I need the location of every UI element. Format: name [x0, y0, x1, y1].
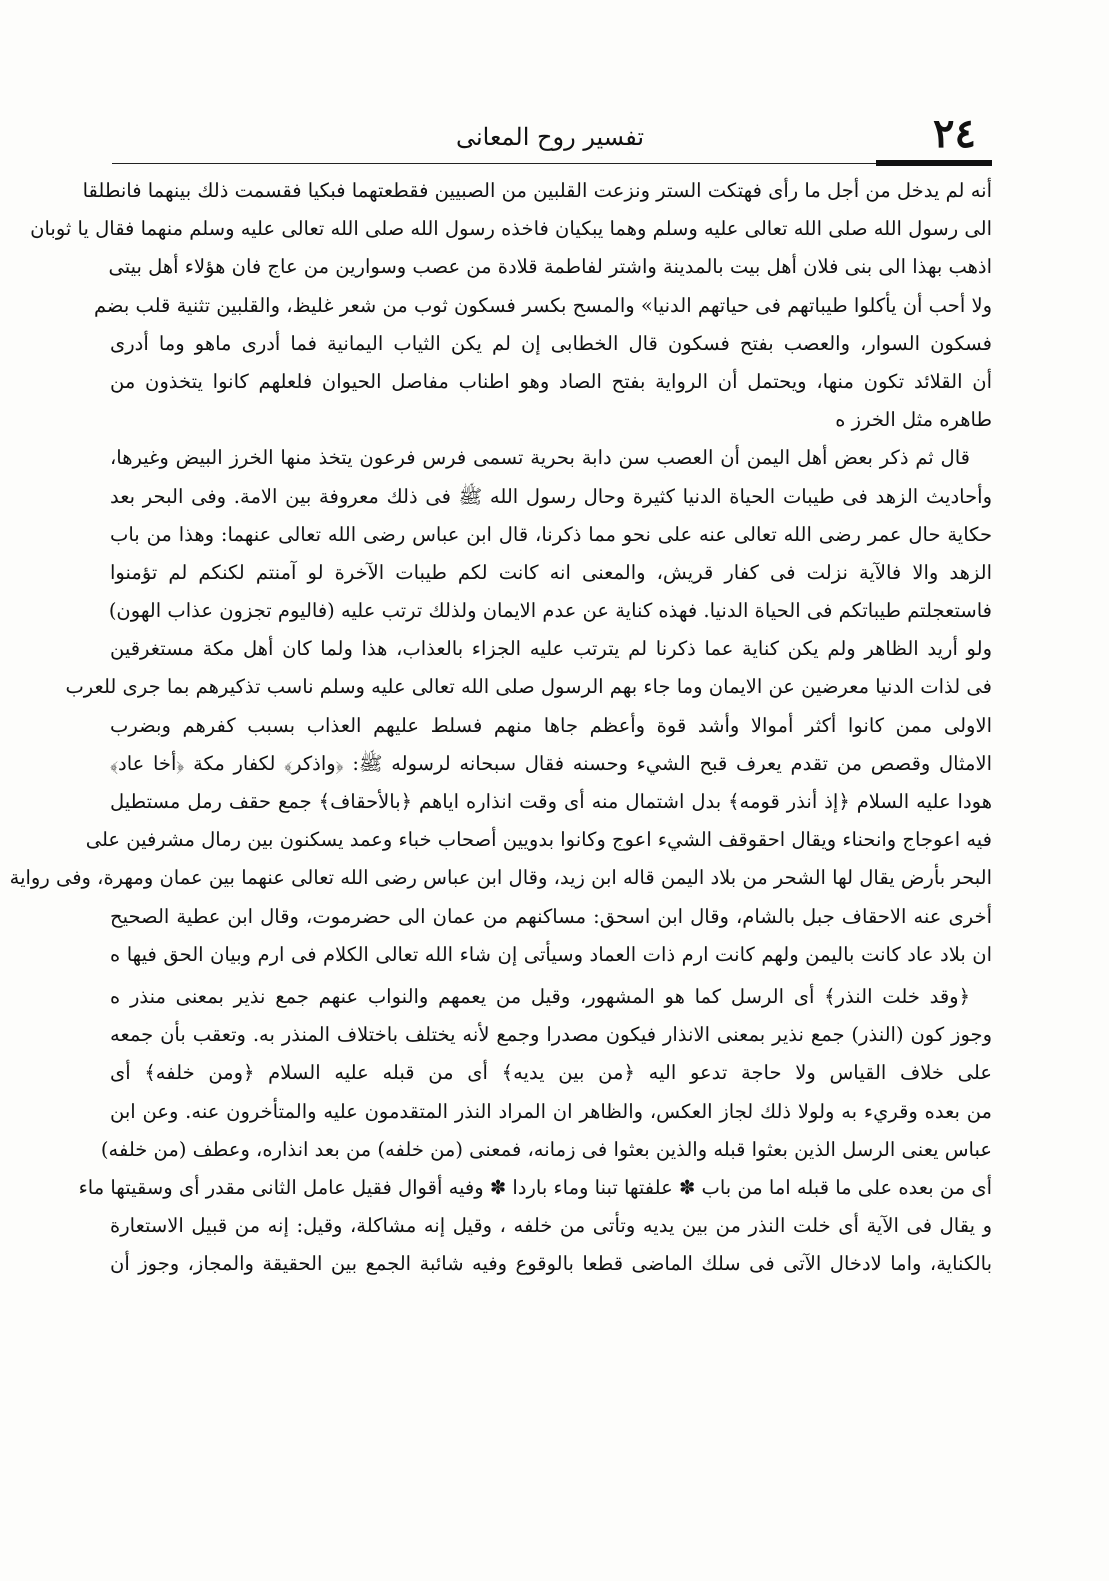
- header-rule-thick: [876, 160, 992, 166]
- text-line: فى لذات الدنيا معرضين عن الايمان وما جاء بهم الرسول صلى الله تعالى عليه وسلم ناسب تذكيرهم بما جرى للعرب: [65, 675, 992, 699]
- text-line: فاستعجلتم طيباتكم فى الحياة الدنيا. فهذه كناية عن عدم الايمان ولذلك ترتب عليه (فاليوم تجزون عذاب الهون): [108, 599, 992, 623]
- text-line: اذهب بهذا الى بنى فلان أهل بيت بالمدينة واشتر لفاطمة قلادة من عصب وسوارين من عاج فان هؤلاء أهل بيتى: [108, 255, 992, 279]
- text-line: فيه اعوجاج وانحناء ويقال احقوقف الشيء اعوج وكانوا بدويين أصحاب خباء وعمد يسكنون بين رمال مشرفين على: [85, 828, 992, 852]
- text-line: ولو أريد الظاهر ولم يكن كناية عما ذكرنا لم يترتب عليه الجزاء بالعذاب، هذا ولما كان أهل مكة مستغرقين: [110, 637, 992, 661]
- page-number: ٢٤: [933, 110, 976, 157]
- text-line: عباس يعنى الرسل الذين بعثوا قبله والذين بعثوا فى زمانه، فمعنى (من خلفه) من بعد انذاره، وعطف (من خلفه): [100, 1137, 992, 1161]
- text-line: أنه لم يدخل من أجل ما رأى فهتكت الستر ونزعت القلبين من الصبيين فقطعتهما فبكيا فقسمت ذلك بينهما فانطلقا: [82, 179, 992, 202]
- text-line: ولا أحب أن يأكلوا طيباتهم فى حياتهم الدنيا» والمسح بكسر فسكون ثوب من شعر غليظ، والقلبين تثنية قلب بضم: [93, 293, 992, 317]
- running-title: تفسير روح المعانى: [455, 123, 645, 151]
- text-line: بالكناية، واما لادخال الآتى فى سلك الماضى قطعا بالوقوع وفيه شائبة الجمع بين الحقيقة والمجاز، وجوز أن: [110, 1252, 992, 1276]
- text-line: ان بلاد عاد كانت باليمن ولهم كانت ارم ذات العماد وسيأتى إن شاء الله تعالى الكلام فى ارم وبيان الحق فيها ه: [110, 942, 992, 966]
- text-line: الامثال وقصص من تقدم يعرف قبح الشيء وحسنه فقال سبحانه لرسوله ﷺ: ﴿واذكر﴾ لكفار مكة ﴿أخا عاد﴾: [110, 751, 992, 775]
- text-line: طاهره مثل الخرز ه: [835, 408, 992, 432]
- text-line: حكاية حال عمر رضى الله تعالى عنه على نحو مما ذكرنا، قال ابن عباس رضى الله تعالى عنهما: وهذا من باب: [110, 522, 992, 546]
- text-line: من بعده وقريء به ولولا ذلك لجاز العكس، والظاهر ان المراد النذر المتقدمون عليه والمتأخرون عنه. وعن ابن: [110, 1099, 992, 1123]
- paragraph-2: [9, 439, 992, 974]
- text-line: ﴿وقد خلت النذر﴾ أى الرسل كما هو المشهور، وقيل من يعمهم والنواب عنهم جمع نذير بمعنى منذر ه: [110, 984, 970, 1008]
- text-line: و يقال فى الآية أى خلت النذر من بين يديه وتأتى من خلفه ، وقيل إنه مشاكلة، وقيل: إنه من قبيل الاستعارة: [110, 1214, 992, 1238]
- text-line: قال ثم ذكر بعض أهل اليمن أن العصب سن دابة بحرية تسمى فرس فرعون يتخذ منها الخرز البيض وغيرها،: [110, 446, 970, 470]
- text-line: وجوز كون (النذر) جمع نذير بمعنى الانذار فيكون مصدرا وجمع لأنه يختلف باختلاف المنذر به. وتعقب بأن جمعه: [110, 1023, 992, 1047]
- text-line: وأحاديث الزهد فى طيبات الحياة الدنيا كثيرة وحال رسول الله ﷺ فى ذلك معروفة بين الامة. وفى البحر بعد: [110, 484, 992, 508]
- text-line: الاولى ممن كانوا أكثر أموالا وأشد قوة وأعظم جاها منهم فسلط عليهم العذاب بسبب كفرهم وبضرب: [110, 713, 992, 737]
- text-line: أخرى عنه الاحقاف جبل بالشام، وقال ابن اسحق: مساكنهم من عمان الى حضرموت، وقال ابن عطية الصحيح: [110, 904, 992, 928]
- text-line: على خلاف القياس ولا حاجة تدعو اليه ﴿من بين يديه﴾ أى من قبله عليه السلام ﴿ومن خلفه﴾ أى: [110, 1061, 992, 1085]
- text-line: الى رسول الله صلى الله تعالى عليه وسلم وهما يبكيان فاخذه رسول الله صلى الله تعالى عليه وسلم منهما فقال يا ثوبان: [30, 217, 992, 241]
- text-line: البحر بأرض يقال لها الشحر من بلاد اليمن قاله ابن زيد، وقال ابن عباس رضى الله تعالى عنهما بين عمان ومهرة، وفى رواية: [9, 866, 992, 890]
- text-line: أى من بعده على ما قبله اما من باب ✽ علفتها تبنا وماء باردا ✽ وفيه أقوال فقيل عامل الثانى مقدر أى وسقيتها ماء: [78, 1175, 992, 1199]
- paragraph-3: [78, 978, 992, 1284]
- header-rule: [112, 163, 876, 164]
- body-text: [9, 172, 992, 1283]
- text-line: فسكون السوار، والعصب بفتح فسكون قال الخطابى إن لم يكن الثياب اليمانية فما أدرى ماهو وما أدرى: [110, 331, 992, 355]
- paragraph-1: [30, 172, 992, 439]
- text-line: أن القلائد تكون منها، ويحتمل أن الرواية بفتح الصاد وهو اطناب مفاصل الحيوان فلعلهم كانوا يتخذون من: [110, 369, 992, 393]
- page-header: [112, 108, 988, 166]
- text-line: الزهد والا فالآية نزلت فى كفار قريش، والمعنى انه كانت لكم طيبات الآخرة لو آمنتم لكنكم لم تؤمنوا: [110, 560, 992, 584]
- text-line: هودا عليه السلام ﴿إذ أنذر قومه﴾ بدل اشتمال منه أى وقت انذاره اياهم ﴿بالأحقاف﴾ جمع حقف رمل مستطيل: [110, 790, 992, 813]
